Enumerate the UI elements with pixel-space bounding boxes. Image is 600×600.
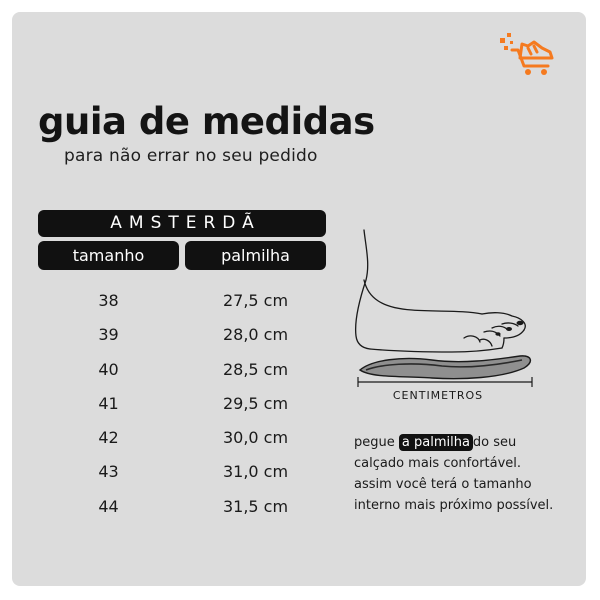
table-row (38, 421, 326, 455)
instructions-line-1 (354, 432, 584, 453)
page-subtitle: para não errar no seu pedido (64, 146, 318, 166)
shoe-cart-icon (498, 32, 556, 76)
table-row (38, 353, 326, 387)
instructions-line-3: assim você terá o tamanho (354, 477, 532, 492)
size-cell: 39 (98, 325, 119, 345)
size-cell: 44 (98, 496, 119, 516)
size-cell: 38 (98, 291, 119, 310)
model-name-bar: AMSTERDÃ (38, 210, 326, 237)
size-cell: 40 (98, 359, 119, 379)
table-row (38, 387, 326, 421)
size-cell: 43 (98, 462, 119, 482)
size-cell: 42 (98, 428, 119, 448)
instructions-line-2: calçado mais confortável. (354, 456, 522, 471)
size-table (38, 284, 326, 524)
page-title: guia de medidas (38, 100, 375, 143)
foot-on-insole-icon (352, 228, 542, 390)
insole-length-cell: 31,0 cm (222, 462, 289, 482)
insole-length-cell: 27,5 cm (222, 291, 289, 310)
instructions-line-4: interno mais próximo possível. (354, 498, 554, 513)
table-row (38, 455, 326, 489)
insole-length-cell: 28,5 cm (222, 359, 289, 379)
table-row (38, 490, 326, 524)
table-row (38, 284, 326, 318)
measure-label: CENTIMETROS (392, 389, 484, 402)
size-cell: 41 (98, 393, 119, 413)
insole-length-cell: 31,5 cm (222, 496, 289, 516)
column-header-size: tamanho (38, 241, 179, 270)
column-header-insole: palmilha (185, 241, 326, 270)
instructions-text-post: do seu (472, 435, 517, 450)
instructions-text-pre: pegue (354, 435, 395, 450)
insole-length-cell: 28,0 cm (222, 325, 289, 345)
insole-length-cell: 29,5 cm (222, 393, 289, 413)
insole-length-cell: 30,0 cm (222, 428, 289, 448)
instructions-text (354, 432, 584, 516)
insole-highlight: a palmilha (399, 434, 473, 451)
table-row (38, 318, 326, 352)
